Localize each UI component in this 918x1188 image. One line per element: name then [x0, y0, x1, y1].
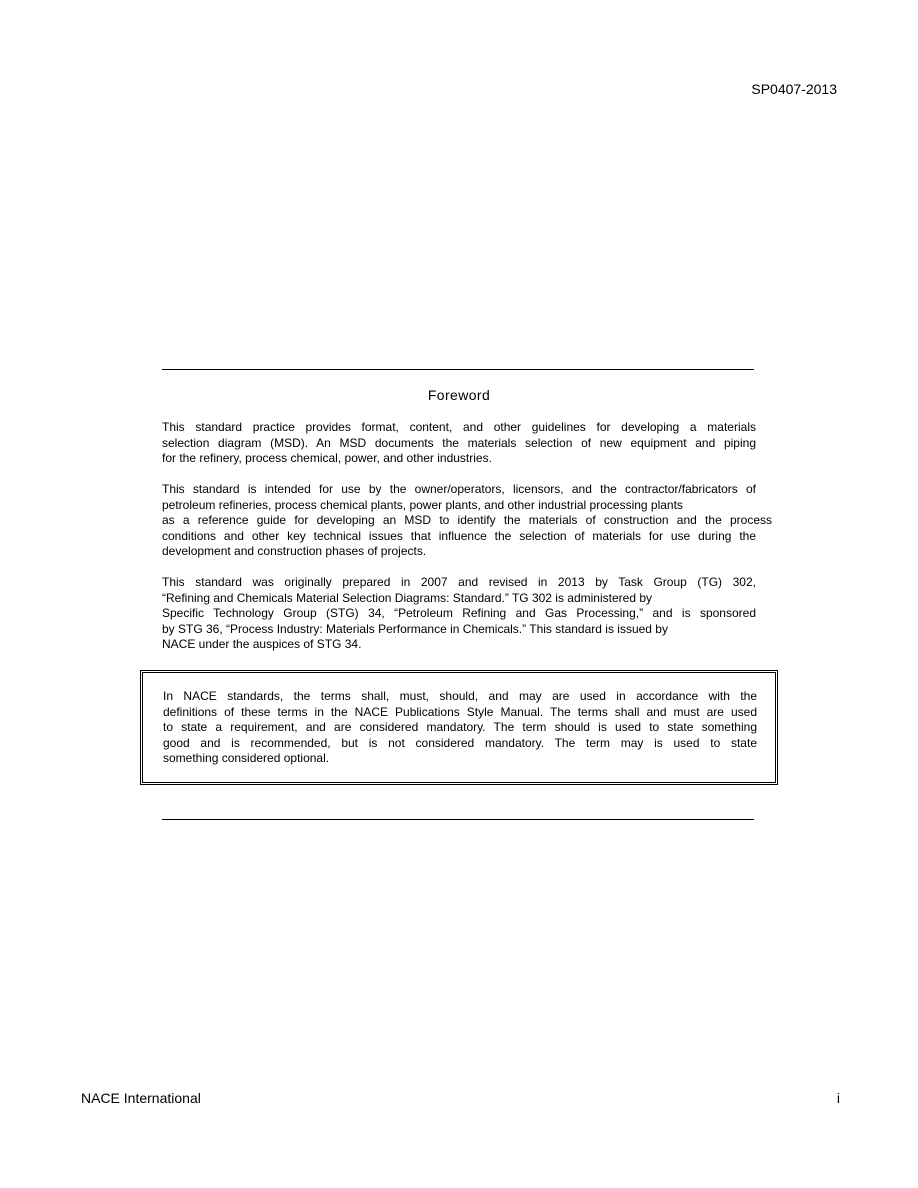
text-line: definitions of these terms in the NACE Publications Style Manual. The terms shall and must are used: [163, 704, 757, 719]
text-line: In NACE standards, the terms shall, must, should, and may are used in accordance with the: [163, 689, 757, 703]
text-line: development and construction phases of projects.: [162, 544, 427, 559]
footer-page-number: i: [836, 1090, 840, 1106]
terminology-notice-text: [163, 689, 757, 767]
text-line: something considered optional.: [163, 751, 330, 766]
bottom-divider: [162, 819, 754, 820]
text-line: petroleum refineries, process chemical plants, power plants, and other industrial processing plants: [162, 497, 683, 512]
text-line: NACE under the auspices of STG 34.: [162, 637, 362, 652]
foreword-paragraph-1: [162, 420, 756, 467]
foreword-paragraph-3: [162, 575, 756, 653]
text-line: “Refining and Chemicals Material Selection Diagrams: Standard.” TG 302 is administered by: [162, 590, 653, 605]
text-line: as a reference guide for developing an MSD to identify the materials of construction and the process: [162, 513, 772, 528]
text-line: selection diagram (MSD). An MSD documents the materials selection of new equipment and piping: [162, 435, 756, 450]
footer-publisher: NACE International: [81, 1090, 201, 1106]
text-line: This standard is intended for use by the owner/operators, licensors, and the contractor/fabricators of: [162, 482, 756, 496]
text-line: for the refinery, process chemical, power, and other industries.: [162, 451, 492, 466]
foreword-heading: Foreword: [427, 387, 491, 403]
text-line: This standard was originally prepared in 2007 and revised in 2013 by Task Group (TG) 302,: [162, 575, 756, 589]
text-line: good and is recommended, but is not considered mandatory. The term may is used to state: [163, 735, 757, 750]
foreword-paragraph-2: [162, 482, 772, 560]
text-line: by STG 36, “Process Industry: Materials Performance in Chemicals.” This standard is issued by: [162, 621, 668, 636]
text-line: Specific Technology Group (STG) 34, “Petroleum Refining and Gas Processing,” and is sponsored: [162, 606, 756, 621]
text-line: This standard practice provides format, content, and other guidelines for developing a materials: [162, 420, 756, 434]
document-number: SP0407-2013: [751, 81, 837, 97]
terminology-notice-box: [140, 670, 778, 785]
text-line: to state a requirement, and are considered mandatory. The term should is used to state something: [163, 720, 757, 735]
text-line: conditions and other key technical issues that influence the selection of materials for use during the: [162, 528, 756, 543]
top-divider: [162, 369, 754, 370]
